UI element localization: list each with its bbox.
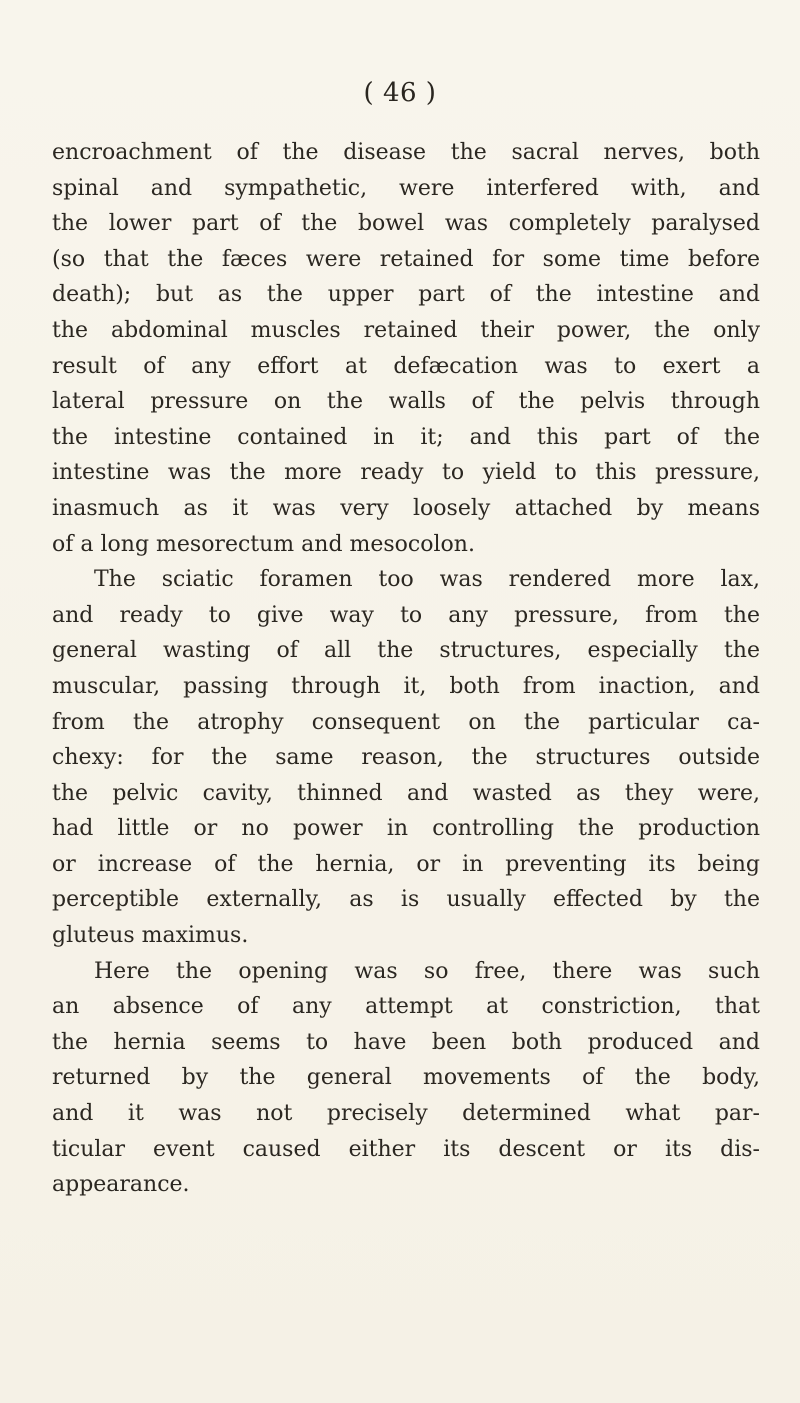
text-line: ticular event caused either its descent or its dis-: [52, 1136, 760, 1162]
text-line: of a long mesorectum and mesocolon.: [52, 531, 475, 557]
text-line: the intestine contained in it; and this part of the: [52, 424, 760, 450]
paragraph: [52, 954, 760, 1203]
text-line: the hernia seems to have been both produced and: [52, 1029, 760, 1055]
text-line: and ready to give way to any pressure, from the: [52, 602, 760, 628]
page-number: ( 46 ): [363, 78, 437, 108]
text-line: the pelvic cavity, thinned and wasted as they were,: [52, 780, 760, 806]
text-line: the abdominal muscles retained their power, the only: [52, 317, 760, 343]
text-line: an absence of any attempt at constriction, that: [52, 994, 760, 1020]
text-line: spinal and sympathetic, were interfered with, and: [52, 175, 760, 201]
paragraph: [52, 562, 760, 954]
text-line: result of any effort at defæcation was to exert a: [52, 353, 760, 379]
text-line: chexy: for the same reason, the structures outside: [52, 745, 760, 771]
text-line: returned by the general movements of the body,: [52, 1065, 760, 1091]
text-line: (so that the fæces were retained for some time before: [52, 246, 760, 272]
text-line: death); but as the upper part of the intestine and: [52, 282, 760, 308]
text-line: and it was not precisely determined what par-: [52, 1101, 760, 1127]
paragraph: [52, 135, 760, 562]
text-line: encroachment of the disease the sacral nerves, both: [52, 140, 760, 165]
text-line: Here the opening was so free, there was such: [94, 958, 760, 984]
text-line: or increase of the hernia, or in preventing its being: [52, 851, 760, 877]
text-line: gluteus maximus.: [52, 923, 249, 949]
text-line: appearance.: [52, 1172, 190, 1198]
text-line: general wasting of all the structures, especially the: [52, 638, 760, 664]
text-line: muscular, passing through it, both from inaction, and: [52, 673, 760, 699]
text-line: had little or no power in controlling the production: [52, 816, 760, 842]
body-text: [52, 135, 760, 1203]
text-line: from the atrophy consequent on the particular ca-: [52, 709, 760, 735]
text-line: the lower part of the bowel was completely paralysed: [52, 211, 760, 237]
text-line: perceptible externally, as is usually effected by the: [52, 887, 760, 913]
text-line: The sciatic foramen too was rendered more lax,: [94, 567, 760, 593]
text-line: intestine was the more ready to yield to this pressure,: [52, 460, 760, 486]
text-line: inasmuch as it was very loosely attached by means: [52, 495, 760, 521]
text-line: lateral pressure on the walls of the pelvis through: [52, 389, 760, 415]
